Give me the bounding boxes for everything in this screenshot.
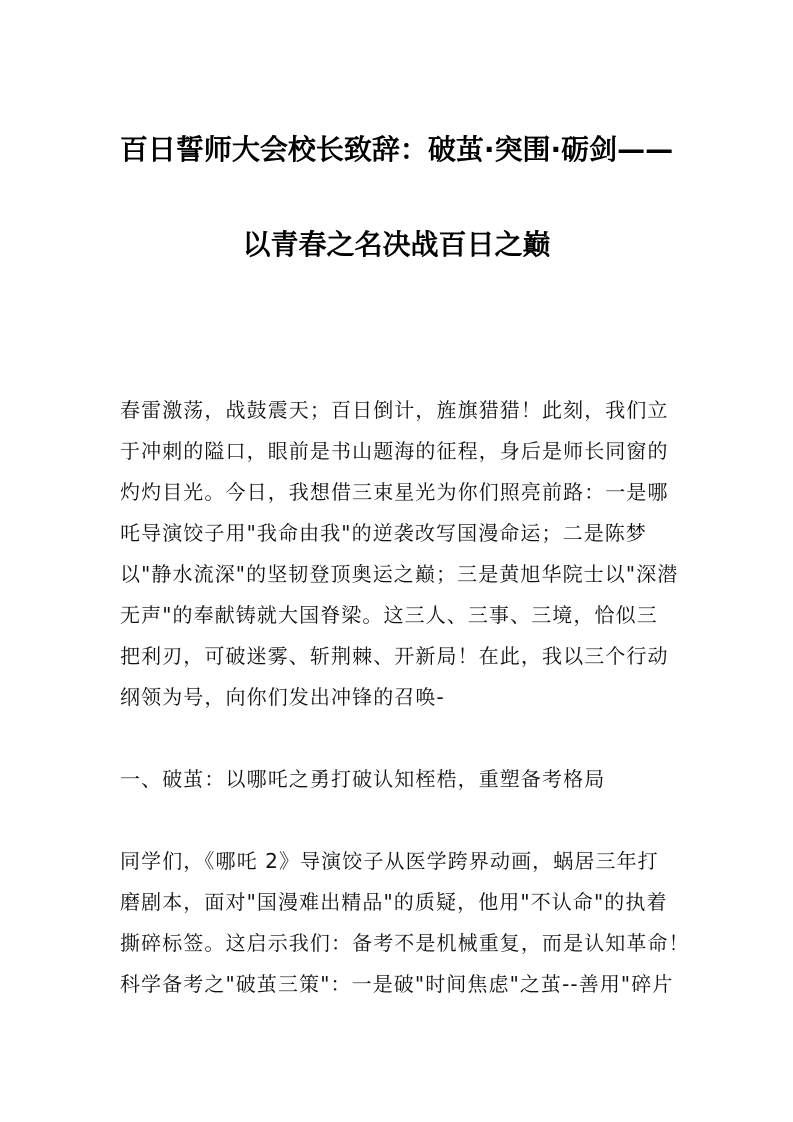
paragraph-line: 吒导演饺子用"我命由我"的逆袭改写国漫命运；二是陈梦	[120, 521, 647, 545]
paragraph-line: 灼灼目光。今日，我想借三束星光为你们照亮前路：一是哪	[120, 480, 669, 504]
paragraph-line: 纲领为号，向你们发出冲锋的召唤-	[120, 685, 445, 709]
section-1-paragraph	[120, 841, 690, 1005]
paragraph-line: 撕碎标签。这启示我们：备考不是机械重复，而是认知革命！	[120, 931, 690, 955]
section-heading-text: 一、破茧：以哪吒之勇打破认知桎梏，重塑备考格局	[120, 767, 606, 791]
paragraph-line: 以"静水流深"的坚韧登顶奥运之巅；三是黄旭华院士以"深潜	[120, 562, 679, 586]
section-heading-1	[120, 759, 680, 800]
paragraph-line: 把利刃，可破迷雾、斩荆棘、开新局！在此，我以三个行动	[120, 644, 669, 668]
paragraph-line: 磨剧本，面对"国漫难出精品"的质疑，他用"不认命"的执着	[120, 890, 668, 914]
document-title-line-1: 百日誓师大会校长致辞：破茧·突围·砺剑——	[119, 133, 674, 166]
paragraph-line: 春雷激荡，战鼓震天；百日倒计，旌旗猎猎！此刻，我们立	[120, 398, 669, 422]
paragraph-line: 无声"的奉献铸就大国脊梁。这三人、三事、三境，恰似三	[120, 603, 658, 627]
intro-paragraph	[120, 390, 680, 718]
paragraph-spacer	[120, 718, 680, 759]
paragraph-line: 于冲刺的隘口，眼前是书山题海的征程，身后是师长同窗的	[120, 439, 669, 463]
paragraph-line: 同学们，《哪吒 2》导演饺子从医学跨界动画，蜗居三年打	[120, 849, 659, 873]
document-body	[120, 390, 690, 1005]
document-title-line-2: 以青春之名决战百日之巅	[242, 228, 551, 261]
paragraph-line: 科学备考之"破茧三策"：一是破"时间焦虑"之茧--善用"碎片	[120, 972, 674, 996]
paragraph-spacer	[120, 800, 680, 841]
